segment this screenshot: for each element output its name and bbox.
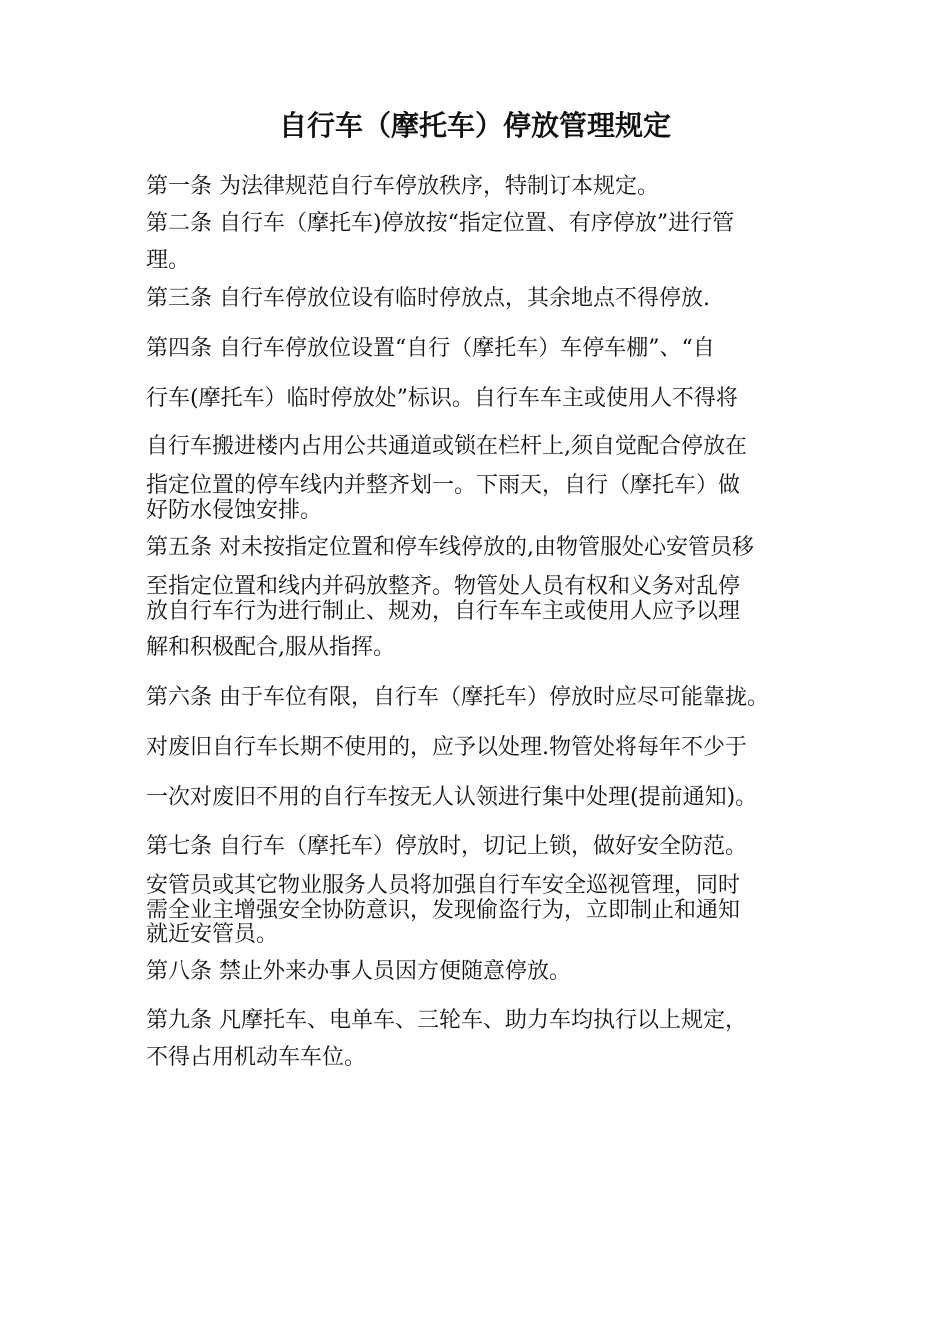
- text-line: 一次对废旧不用的自行车按无人认领进行集中处理(提前通知)。: [146, 785, 758, 810]
- text-line: 需全业主增强安全协防意识，发现偷盗行为，立即制止和通知: [146, 898, 741, 923]
- document-title: 自行车（摩托车）停放管理规定: [278, 109, 671, 142]
- text-line: 对废旧自行车长期不使用的，应予以处理.物管处将每年不少于: [146, 735, 747, 760]
- text-line: 不得占用机动车车位。: [146, 1045, 367, 1070]
- text-line: 指定位置的停车线内并整齐划一。下雨天，自行（摩托车）做: [146, 473, 741, 498]
- text-line: 就近安管员。: [146, 922, 279, 947]
- text-line: 第二条 自行车（摩托车)停放按“指定位置、有序停放”进行管: [146, 211, 735, 236]
- text-line: 第四条 自行车停放位设置“自行（摩托车）车停车棚”、“自: [146, 336, 715, 361]
- text-line: 理。: [146, 248, 191, 273]
- text-line: 第六条 由于车位有限，自行车（摩托车）停放时应尽可能靠拢。: [146, 685, 769, 710]
- text-line: 第一条 为法律规范自行车停放秩序，特制订本规定。: [146, 174, 659, 199]
- text-line: 放自行车行为进行制止、规劝，自行车车主或使用人应予以理: [146, 599, 741, 624]
- text-line: 第五条 对未按指定位置和停车线停放的,由物管服处心安管员移: [146, 535, 754, 560]
- text-line: 第三条 自行车停放位设有临时停放点，其余地点不得停放.: [146, 286, 710, 311]
- text-line: 至指定位置和线内并码放整齐。物管处人员有权和义务对乱停: [146, 574, 741, 599]
- text-line: 第七条 自行车（摩托车）停放时，切记上锁，做好安全防范。: [146, 834, 747, 859]
- text-line: 第九条 凡摩托车、电单车、三轮车、助力车均执行以上规定，: [146, 1008, 747, 1033]
- text-line: 自行车搬进楼内占用公共通道或锁在栏杆上,须自觉配合停放在: [146, 434, 747, 459]
- text-line: 安管员或其它物业服务人员将加强自行车安全巡视管理，同时: [146, 873, 741, 898]
- text-line: 第八条 禁止外来办事人员因方便随意停放。: [146, 959, 571, 984]
- text-line: 行车(摩托车）临时停放处”标识。自行车车主或使用人不得将: [146, 386, 738, 411]
- text-line: 解和积极配合,服从指挥。: [146, 635, 395, 660]
- text-line: 好防水侵蚀安排。: [146, 498, 323, 523]
